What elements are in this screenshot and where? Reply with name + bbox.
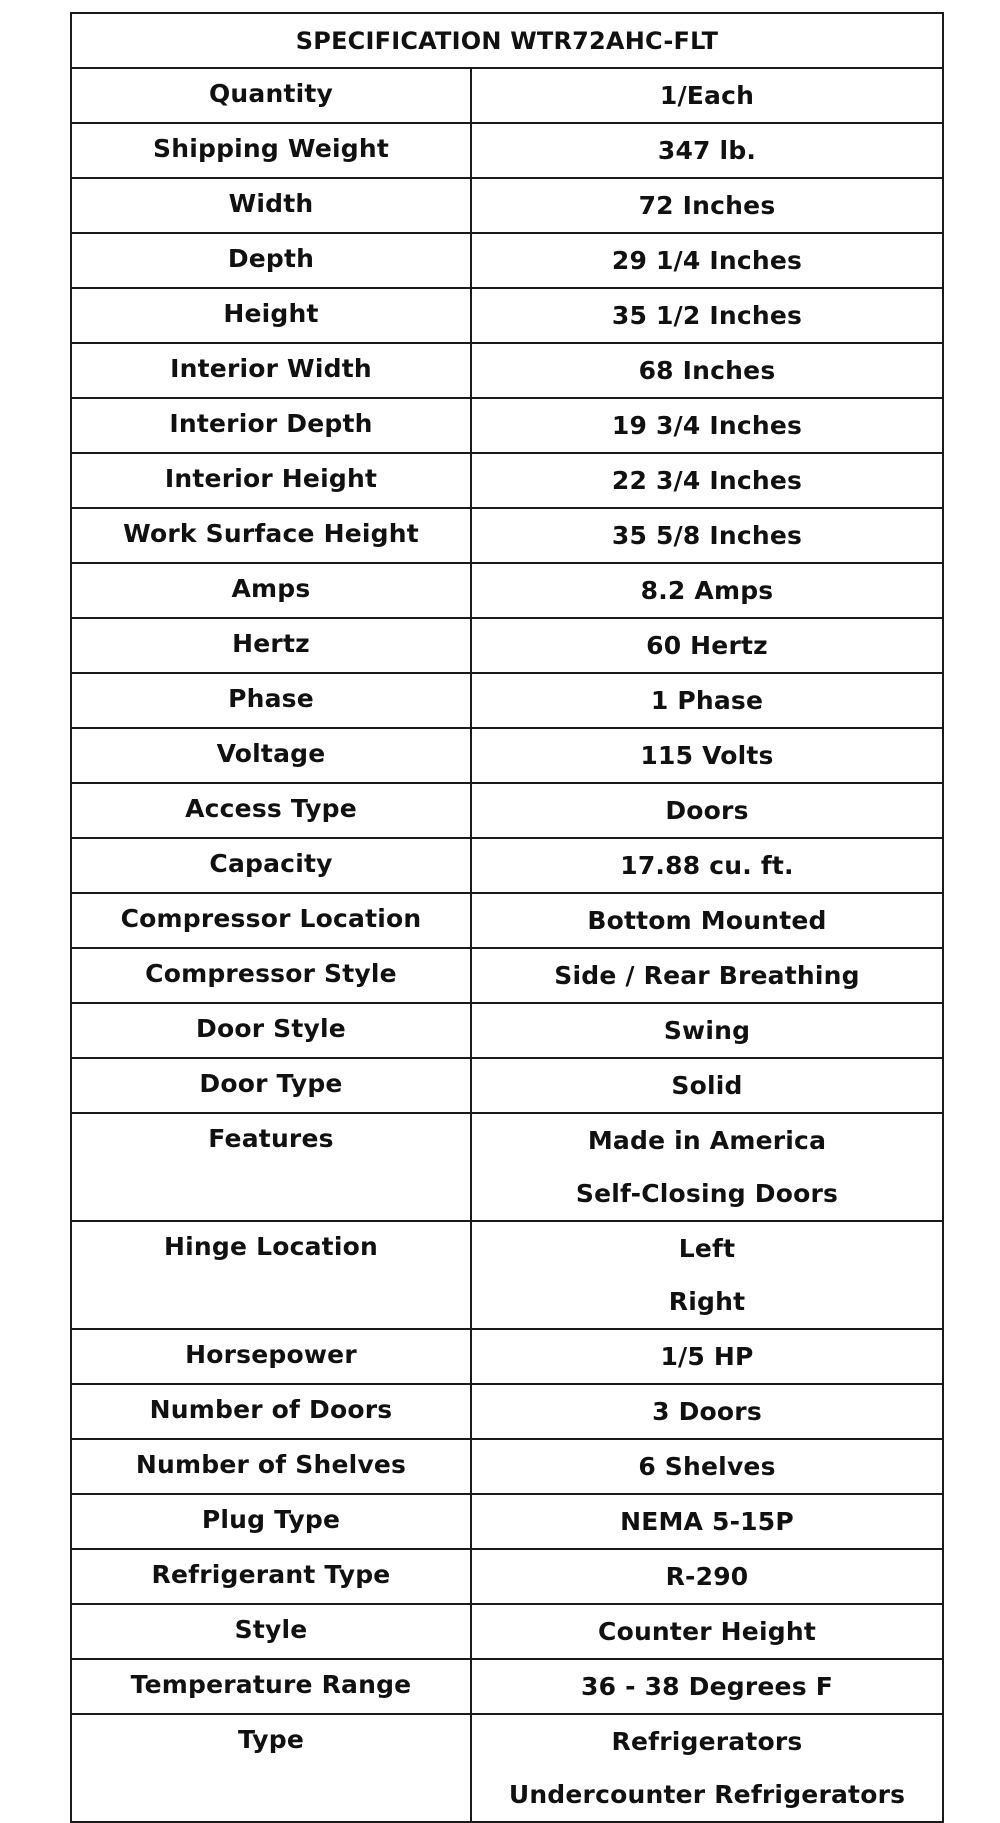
table-row [71,1439,943,1494]
spec-label: Quantity [71,68,471,123]
spec-label: Interior Width [71,343,471,398]
table-row [71,893,943,948]
spec-value: Doors [665,796,749,825]
spec-value-cell [471,1058,943,1113]
table-row [71,618,943,673]
spec-label: Compressor Style [71,948,471,1003]
spec-label: Access Type [71,783,471,838]
table-row [71,123,943,178]
spec-value: Side / Rear Breathing [554,961,860,990]
spec-value-cell [471,233,943,288]
spec-value: 6 Shelves [638,1452,776,1481]
table-row [71,1384,943,1439]
table-row [71,1604,943,1659]
spec-label: Features [71,1113,471,1221]
spec-value: 29 1/4 Inches [611,246,803,275]
table-row [71,838,943,893]
spec-value: 22 3/4 Inches [611,466,803,495]
spec-value-cell [471,728,943,783]
table-row [71,1221,943,1329]
spec-value: 115 Volts [640,741,774,770]
spec-label: Interior Height [71,453,471,508]
spec-value: 60 Hertz [646,631,768,660]
table-row [71,783,943,838]
spec-value-cell [471,948,943,1003]
spec-value-cell [471,1604,943,1659]
spec-label: Hertz [71,618,471,673]
spec-value-cell [471,453,943,508]
spec-value: 19 3/4 Inches [611,411,803,440]
spec-label: Width [71,178,471,233]
spec-value: 35 5/8 Inches [611,521,803,550]
spec-label: Type [71,1714,471,1822]
spec-value-cell [471,1221,943,1329]
table-title: SPECIFICATION WTR72AHC-FLT [71,13,943,68]
spec-value-cell [471,1714,943,1822]
spec-label: Style [71,1604,471,1659]
spec-value: Swing [663,1016,751,1045]
table-row [71,728,943,783]
spec-value-cell [471,1113,943,1221]
spec-value: Undercounter Refrigerators [508,1780,906,1809]
spec-value-cell [471,618,943,673]
spec-label: Interior Depth [71,398,471,453]
table-row [71,1659,943,1714]
table-row [71,563,943,618]
spec-value: Bottom Mounted [587,906,827,935]
spec-value: NEMA 5-15P [620,1507,794,1536]
spec-value: 36 - 38 Degrees F [581,1672,833,1701]
spec-value-cell [471,1659,943,1714]
spec-value: R-290 [665,1562,749,1591]
spec-label: Number of Shelves [71,1439,471,1494]
spec-label: Capacity [71,838,471,893]
spec-value: 17.88 cu. ft. [620,851,794,880]
table-row [71,948,943,1003]
spec-value: Left [678,1234,736,1263]
spec-value-cell [471,1494,943,1549]
spec-label: Door Style [71,1003,471,1058]
spec-value: 8.2 Amps [640,576,774,605]
spec-label: Door Type [71,1058,471,1113]
specification-table [70,12,944,1823]
spec-value-cell [471,1439,943,1494]
spec-label: Number of Doors [71,1384,471,1439]
spec-value-cell [471,398,943,453]
spec-value-cell [471,68,943,123]
spec-value-cell [471,178,943,233]
spec-value-cell [471,1549,943,1604]
table-row [71,288,943,343]
spec-value-cell [471,343,943,398]
table-row [71,343,943,398]
spec-value-cell [471,508,943,563]
spec-value-cell [471,838,943,893]
spec-value-cell [471,1384,943,1439]
spec-label: Height [71,288,471,343]
table-row [71,1714,943,1822]
spec-value: Made in America [587,1126,827,1155]
table-row [71,1494,943,1549]
spec-value-cell [471,1329,943,1384]
spec-value: 68 Inches [638,356,776,385]
spec-value: Refrigerators [611,1727,803,1756]
spec-value-cell [471,1003,943,1058]
spec-value: 1 Phase [650,686,764,715]
spec-label: Compressor Location [71,893,471,948]
spec-label: Refrigerant Type [71,1549,471,1604]
table-body [71,68,943,1822]
spec-label: Plug Type [71,1494,471,1549]
spec-value: 1/Each [659,81,755,110]
table-row [71,453,943,508]
spec-value: Solid [671,1071,743,1100]
table-row [71,398,943,453]
spec-value: Self-Closing Doors [575,1179,839,1208]
table-row [71,1003,943,1058]
spec-value: 72 Inches [638,191,776,220]
table-row [71,508,943,563]
spec-label: Amps [71,563,471,618]
spec-value-cell [471,288,943,343]
spec-value-cell [471,563,943,618]
table-row [71,1549,943,1604]
table-row [71,178,943,233]
spec-label: Phase [71,673,471,728]
spec-value: 35 1/2 Inches [611,301,803,330]
spec-value-cell [471,123,943,178]
spec-label: Depth [71,233,471,288]
spec-value: 3 Doors [652,1397,762,1426]
table-row [71,68,943,123]
table-row [71,233,943,288]
spec-label: Voltage [71,728,471,783]
table-row [71,1329,943,1384]
spec-value: Right [668,1287,746,1316]
table-row [71,1113,943,1221]
spec-label: Hinge Location [71,1221,471,1329]
spec-value-cell [471,673,943,728]
spec-label: Horsepower [71,1329,471,1384]
spec-value: Counter Height [598,1617,816,1646]
spec-label: Shipping Weight [71,123,471,178]
spec-value-cell [471,893,943,948]
table-header-row [71,13,943,68]
table-row [71,1058,943,1113]
table-row [71,673,943,728]
spec-value-cell [471,783,943,838]
spec-value: 347 lb. [657,136,757,165]
spec-label: Work Surface Height [71,508,471,563]
spec-label: Temperature Range [71,1659,471,1714]
spec-value: 1/5 HP [660,1342,754,1371]
